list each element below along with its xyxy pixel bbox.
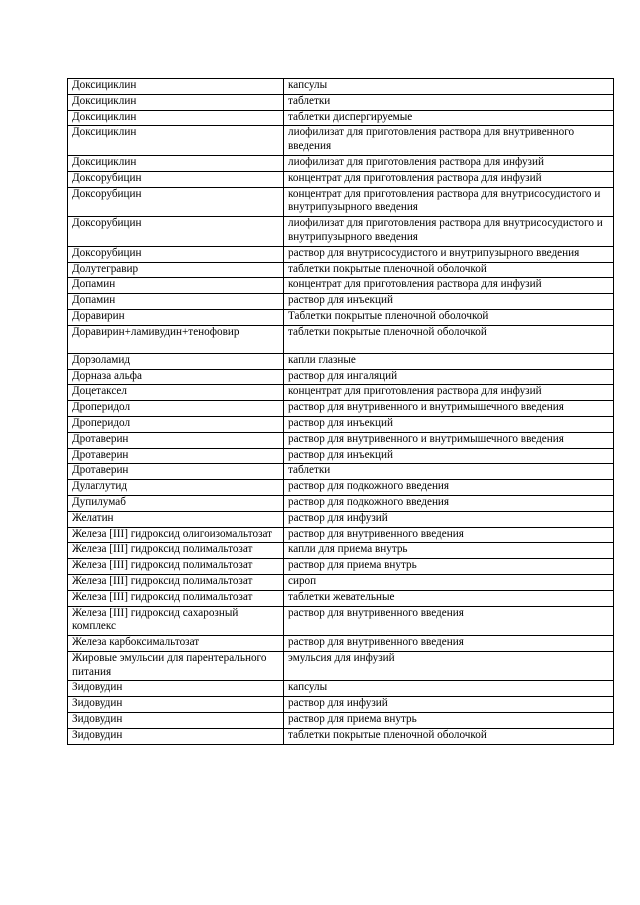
drug-name-cell: Дроперидол bbox=[68, 401, 284, 417]
dosage-form-cell: таблетки диспергируемые bbox=[284, 110, 614, 126]
drug-name-cell: Железа [III] гидроксид сахарозный комплекс bbox=[68, 606, 284, 636]
table-row bbox=[68, 171, 614, 187]
table-row bbox=[68, 432, 614, 448]
dosage-form-cell: таблетки покрытые пленочной оболочкой bbox=[284, 728, 614, 744]
dosage-form-cell: раствор для внутривенного введения bbox=[284, 606, 614, 636]
dosage-form-cell: капли глазные bbox=[284, 353, 614, 369]
table-row bbox=[68, 543, 614, 559]
table-row bbox=[68, 309, 614, 325]
table-row bbox=[68, 262, 614, 278]
dosage-form-cell: раствор для внутривенного и внутримышечного введения bbox=[284, 401, 614, 417]
table-row bbox=[68, 713, 614, 729]
table-row bbox=[68, 527, 614, 543]
table-row bbox=[68, 464, 614, 480]
dosage-form-cell: лиофилизат для приготовления раствора для внутрисосудистого и внутрипузырного введения bbox=[284, 217, 614, 247]
table-row bbox=[68, 385, 614, 401]
drug-name-cell: Дротаверин bbox=[68, 432, 284, 448]
dosage-form-cell: раствор для приема внутрь bbox=[284, 559, 614, 575]
table-row bbox=[68, 401, 614, 417]
dosage-form-cell: концентрат для приготовления раствора для инфузий bbox=[284, 171, 614, 187]
table-row bbox=[68, 448, 614, 464]
dosage-form-cell: сироп bbox=[284, 574, 614, 590]
drug-name-cell: Долутегравир bbox=[68, 262, 284, 278]
dosage-form-cell: таблетки bbox=[284, 94, 614, 110]
drug-name-cell: Доксорубицин bbox=[68, 171, 284, 187]
table-row bbox=[68, 325, 614, 353]
table-row bbox=[68, 217, 614, 247]
drug-name-cell: Доксициклин bbox=[68, 126, 284, 156]
table-row bbox=[68, 480, 614, 496]
drug-name-cell: Доксициклин bbox=[68, 79, 284, 95]
drug-name-cell: Железа [III] гидроксид олигоизомальтозат bbox=[68, 527, 284, 543]
table-row bbox=[68, 416, 614, 432]
table-row bbox=[68, 294, 614, 310]
dosage-form-cell: раствор для инъекций bbox=[284, 416, 614, 432]
dosage-form-cell: концентрат для приготовления раствора для инфузий bbox=[284, 278, 614, 294]
dosage-form-cell: раствор для подкожного введения bbox=[284, 480, 614, 496]
dosage-form-cell: раствор для внутривенного и внутримышечного введения bbox=[284, 432, 614, 448]
drug-name-cell: Железа [III] гидроксид полимальтозат bbox=[68, 559, 284, 575]
dosage-form-cell: Таблетки покрытые пленочной оболочкой bbox=[284, 309, 614, 325]
dosage-form-cell: концентрат для приготовления раствора для внутрисосудистого и внутрипузырного введения bbox=[284, 187, 614, 217]
dosage-form-cell: таблетки bbox=[284, 464, 614, 480]
drug-name-cell: Доксициклин bbox=[68, 155, 284, 171]
table-row bbox=[68, 353, 614, 369]
dosage-form-cell: капли для приема внутрь bbox=[284, 543, 614, 559]
dosage-form-cell: раствор для внутривенного введения bbox=[284, 527, 614, 543]
dosage-form-cell: концентрат для приготовления раствора для инфузий bbox=[284, 385, 614, 401]
drug-name-cell: Доксорубицин bbox=[68, 217, 284, 247]
drug-forms-table-body bbox=[68, 79, 614, 745]
dosage-form-cell: раствор для приема внутрь bbox=[284, 713, 614, 729]
drug-forms-table bbox=[67, 78, 614, 745]
drug-name-cell: Дорзоламид bbox=[68, 353, 284, 369]
table-row bbox=[68, 606, 614, 636]
dosage-form-cell: раствор для инфузий bbox=[284, 697, 614, 713]
table-row bbox=[68, 636, 614, 652]
drug-name-cell: Жировые эмульсии для парентерального питания bbox=[68, 651, 284, 681]
drug-name-cell: Зидовудин bbox=[68, 728, 284, 744]
dosage-form-cell: раствор для подкожного введения bbox=[284, 495, 614, 511]
drug-name-cell: Доцетаксел bbox=[68, 385, 284, 401]
drug-name-cell: Железа карбоксимальтозат bbox=[68, 636, 284, 652]
dosage-form-cell: эмульсия для инфузий bbox=[284, 651, 614, 681]
table-row bbox=[68, 187, 614, 217]
table-row bbox=[68, 126, 614, 156]
drug-name-cell: Дроперидол bbox=[68, 416, 284, 432]
table-row bbox=[68, 246, 614, 262]
table-row bbox=[68, 651, 614, 681]
table-row bbox=[68, 94, 614, 110]
table-row bbox=[68, 155, 614, 171]
dosage-form-cell: раствор для внутривенного введения bbox=[284, 636, 614, 652]
table-row bbox=[68, 559, 614, 575]
drug-name-cell: Допамин bbox=[68, 278, 284, 294]
drug-name-cell: Доксорубицин bbox=[68, 246, 284, 262]
drug-name-cell: Дорназа альфа bbox=[68, 369, 284, 385]
table-row bbox=[68, 110, 614, 126]
dosage-form-cell: раствор для инфузий bbox=[284, 511, 614, 527]
drug-name-cell: Дулаглутид bbox=[68, 480, 284, 496]
drug-name-cell: Зидовудин bbox=[68, 713, 284, 729]
drug-name-cell: Дротаверин bbox=[68, 464, 284, 480]
dosage-form-cell: таблетки жевательные bbox=[284, 590, 614, 606]
drug-name-cell: Желатин bbox=[68, 511, 284, 527]
table-row bbox=[68, 590, 614, 606]
table-row bbox=[68, 728, 614, 744]
drug-name-cell: Доравирин bbox=[68, 309, 284, 325]
drug-name-cell: Допамин bbox=[68, 294, 284, 310]
dosage-form-cell: лиофилизат для приготовления раствора для внутривенного введения bbox=[284, 126, 614, 156]
drug-name-cell: Железа [III] гидроксид полимальтозат bbox=[68, 574, 284, 590]
drug-name-cell: Доксициклин bbox=[68, 94, 284, 110]
table-row bbox=[68, 511, 614, 527]
dosage-form-cell: капсулы bbox=[284, 681, 614, 697]
drug-name-cell: Железа [III] гидроксид полимальтозат bbox=[68, 590, 284, 606]
table-row bbox=[68, 681, 614, 697]
table-row bbox=[68, 79, 614, 95]
table-row bbox=[68, 369, 614, 385]
dosage-form-cell: раствор для ингаляций bbox=[284, 369, 614, 385]
drug-name-cell: Железа [III] гидроксид полимальтозат bbox=[68, 543, 284, 559]
dosage-form-cell: раствор для внутрисосудистого и внутрипузырного введения bbox=[284, 246, 614, 262]
dosage-form-cell: раствор для инъекций bbox=[284, 448, 614, 464]
drug-name-cell: Доксорубицин bbox=[68, 187, 284, 217]
drug-name-cell: Зидовудин bbox=[68, 681, 284, 697]
dosage-form-cell: лиофилизат для приготовления раствора для инфузий bbox=[284, 155, 614, 171]
dosage-form-cell: капсулы bbox=[284, 79, 614, 95]
drug-name-cell: Дротаверин bbox=[68, 448, 284, 464]
drug-name-cell: Зидовудин bbox=[68, 697, 284, 713]
dosage-form-cell: таблетки покрытые пленочной оболочкой bbox=[284, 325, 614, 353]
drug-name-cell: Доксициклин bbox=[68, 110, 284, 126]
dosage-form-cell: таблетки покрытые пленочной оболочкой bbox=[284, 262, 614, 278]
drug-name-cell: Доравирин+ламивудин+тенофовир bbox=[68, 325, 284, 353]
table-row bbox=[68, 697, 614, 713]
table-row bbox=[68, 495, 614, 511]
table-row bbox=[68, 574, 614, 590]
table-row bbox=[68, 278, 614, 294]
drug-name-cell: Дупилумаб bbox=[68, 495, 284, 511]
dosage-form-cell: раствор для инъекций bbox=[284, 294, 614, 310]
